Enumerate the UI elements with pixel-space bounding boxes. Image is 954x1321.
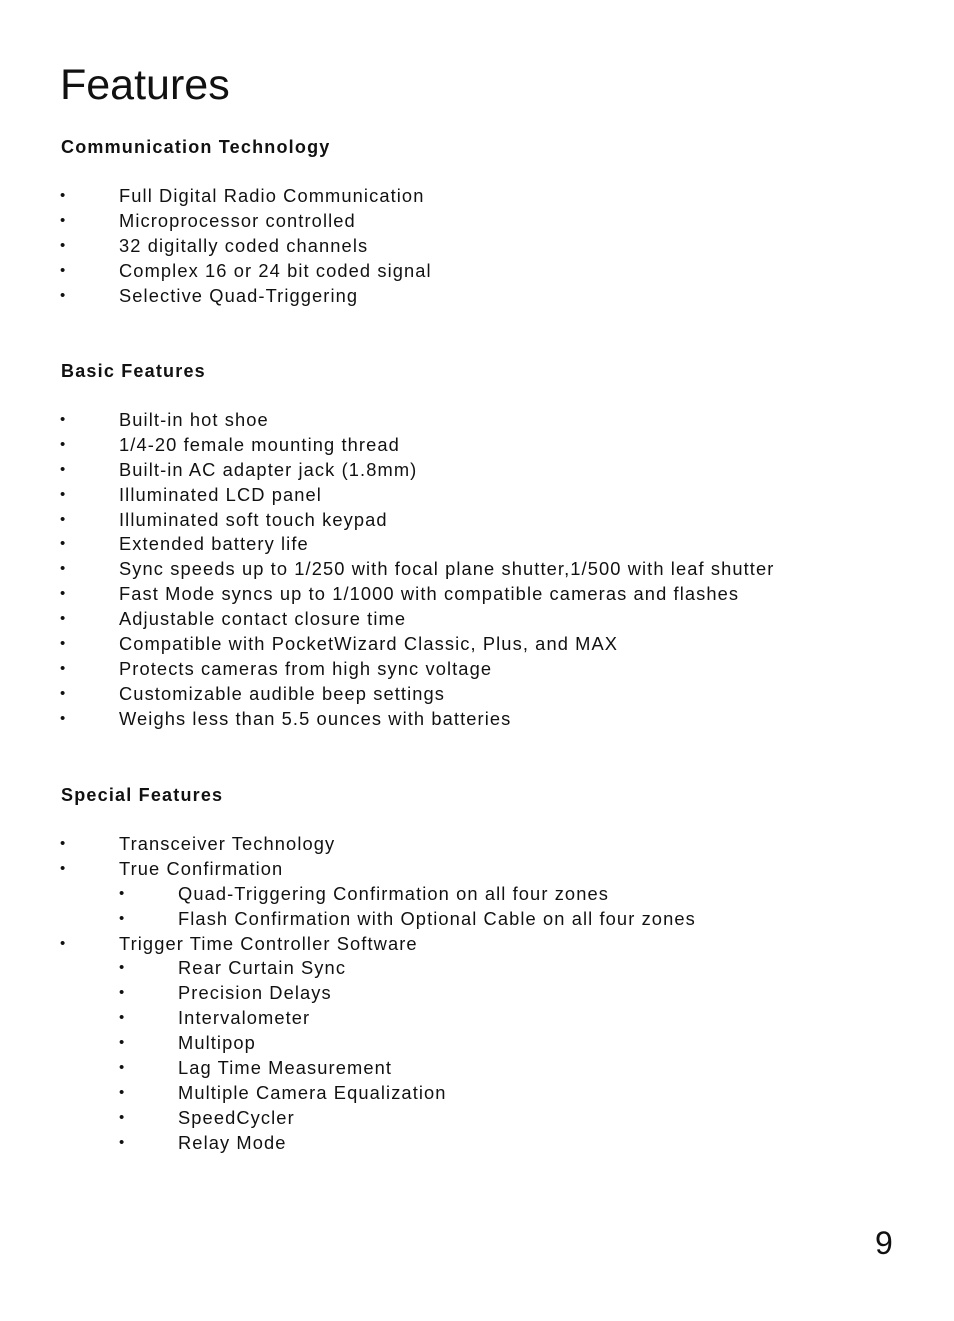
- bullet-icon: •: [60, 560, 67, 578]
- bullet-icon: •: [60, 709, 67, 727]
- list-item-text: Built-in hot shoe: [119, 409, 269, 430]
- list-item-text: Protects cameras from high sync voltage: [119, 657, 493, 679]
- bullet-icon: •: [60, 485, 67, 503]
- list-item-text: SpeedCycler: [178, 1106, 295, 1128]
- list-item-text: Trigger Time Controller Software: [119, 932, 418, 954]
- bullet-icon: •: [60, 187, 67, 204]
- list-item-text: Compatible with PocketWizard Classic, Plus, and MAX: [119, 633, 619, 655]
- list-item-text: Transceiver Technology: [119, 833, 336, 854]
- list-item-text: Precision Delays: [178, 982, 332, 1004]
- list-item-text: Intervalometer: [178, 1007, 311, 1029]
- list-item-text: Microprocessor controlled: [119, 209, 356, 231]
- bullet-icon: •: [119, 1059, 126, 1077]
- bullet-icon: •: [60, 510, 67, 528]
- bullet-icon: •: [119, 909, 126, 927]
- list-item-text: Multiple Camera Equalization: [178, 1081, 447, 1103]
- bullet-icon: •: [60, 859, 67, 877]
- list-item-text: Illuminated LCD panel: [119, 483, 322, 505]
- list-item-text: 32 digitally coded channels: [119, 234, 369, 256]
- bullet-icon: •: [119, 959, 126, 977]
- bullet-icon: •: [60, 286, 67, 304]
- list-item-text: Rear Curtain Sync: [178, 957, 347, 979]
- list-item-text: Lag Time Measurement: [178, 1057, 393, 1079]
- bullet-icon: •: [119, 984, 126, 1002]
- page-title: Features: [60, 61, 230, 109]
- bullet-icon: •: [60, 659, 67, 677]
- bullet-icon: •: [119, 1108, 126, 1126]
- list-item-text: Customizable audible beep settings: [119, 682, 446, 704]
- bullet-icon: •: [60, 635, 67, 653]
- bullet-icon: •: [60, 535, 67, 553]
- bullet-icon: •: [60, 835, 67, 852]
- bullet-icon: •: [60, 585, 67, 603]
- list-item-text: Weighs less than 5.5 ounces with batteries: [119, 707, 512, 729]
- list-item-text: Quad-Triggering Confirmation on all four zones: [178, 882, 609, 904]
- section-heading-basic: Basic Features: [61, 361, 206, 381]
- list-item-text: Sync speeds up to 1/250 with focal plane shutter,1/500 with leaf shutter: [119, 558, 775, 580]
- bullet-icon: •: [60, 211, 67, 229]
- list-item-text: Selective Quad-Triggering: [119, 284, 359, 306]
- bullet-icon: •: [119, 884, 126, 902]
- bullet-icon: •: [119, 1133, 126, 1151]
- bullet-icon: •: [60, 934, 67, 952]
- list-item-text: Multipop: [178, 1032, 256, 1054]
- bullet-icon: •: [60, 236, 67, 254]
- list-item-text: Relay Mode: [178, 1131, 287, 1153]
- bullet-icon: •: [119, 1083, 126, 1101]
- bullet-icon: •: [60, 460, 67, 478]
- bullet-icon: •: [60, 261, 67, 279]
- list-item-text: 1/4-20 female mounting thread: [119, 433, 400, 455]
- list-item-text: Adjustable contact closure time: [119, 608, 407, 630]
- bullet-icon: •: [60, 610, 67, 628]
- list-item-text: Full Digital Radio Communication: [119, 185, 425, 206]
- list-item-text: True Confirmation: [119, 857, 284, 879]
- list-item-text: Flash Confirmation with Optional Cable on all four zones: [178, 907, 696, 929]
- list-item-text: Complex 16 or 24 bit coded signal: [119, 259, 432, 281]
- section-heading-special: Special Features: [61, 785, 224, 805]
- section-heading-communication: Communication Technology: [61, 137, 331, 157]
- bullet-icon: •: [60, 411, 67, 428]
- list-item-text: Extended battery life: [119, 533, 309, 555]
- list-item-text: Built-in AC adapter jack (1.8mm): [119, 458, 418, 480]
- list-item-text: Illuminated soft touch keypad: [119, 508, 388, 530]
- bullet-icon: •: [119, 1009, 126, 1027]
- bullet-icon: •: [60, 435, 67, 453]
- page-number: 9: [875, 1225, 893, 1261]
- list-item-text: Fast Mode syncs up to 1/1000 with compatible cameras and flashes: [119, 583, 740, 605]
- bullet-icon: •: [60, 684, 67, 702]
- bullet-icon: •: [119, 1034, 126, 1052]
